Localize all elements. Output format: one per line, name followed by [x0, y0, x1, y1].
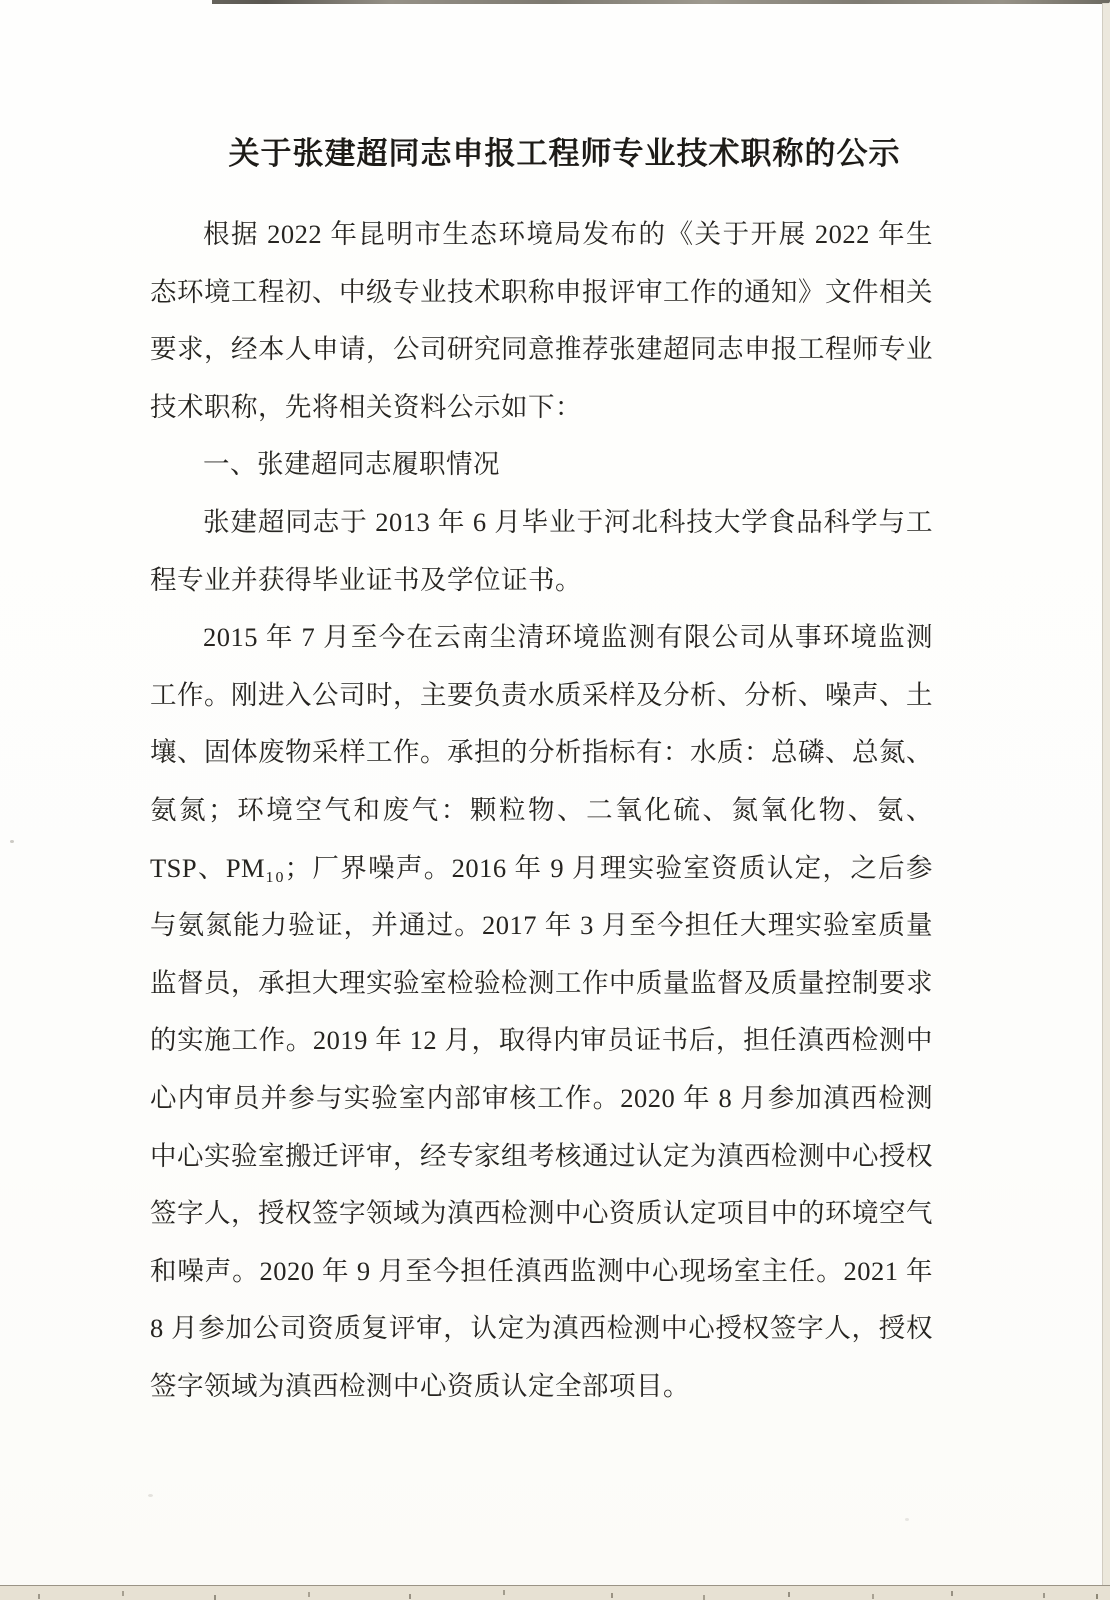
paragraph-intro: 根据 2022 年昆明市生态环境局发布的《关于开展 2022 年生态环境工程初、中级专业技术职称申报评审工作的通知》文件相关要求，经本人申请，公司研究同意推荐张建超同志申报工程师专业技术职称，先将相关资料公示如下：: [150, 219, 933, 422]
section-heading: 一、张建超同志履职情况: [203, 449, 500, 480]
scan-noise-speck: [148, 1494, 153, 1497]
scan-artifact-top-edge: [212, 0, 1110, 4]
scan-noise-dots: [0, 1592, 2, 1597]
paragraph-education: 张建超同志于 2013 年 6 月毕业于河北科技大学食品科学与工程专业并获得毕业证书及学位证书。: [150, 506, 933, 595]
scan-noise-speck: [10, 840, 14, 843]
document-body: [150, 130, 933, 1415]
paragraph-career: 2015 年 7 月至今在云南尘清环境监测有限公司从事环境监测工作。刚进入公司时，主要负责水质采样及分析、分析、噪声、土壤、固体废物采样工作。承担的分析指标有：水质：总磷、总氮、氨氮；环境空气和废气：颗粒物、二氧化硫、氮氧化物、氨、TSP、PM₁₀；厂界噪声。2016 年 9 月理实验室资质认定，之后参与氨氮能力验证，并通过。2017 年 3 月至今担任大理实验室质量监督员，承担大理实验室检验检测工作中质量监督及质量控制要求的实施工作。2019 年 12 月，取得内审员证书后，担任滇西检测中心内审员并参与实验室内部审核工作。2020 年 8 月参加滇西检测中心实验室搬迁评审，经专家组考核通过认定为滇西检测中心授权签字人，授权签字领域为滇西检测中心资质认定项目中的环境空气和噪声。2020 年 9 月至今担任滇西监测中心现场室主任。2021 年 8 月参加公司资质复评审，认定为滇西检测中心授权签字人，授权签字领域为滇西检测中心资质认定全部项目。: [150, 622, 933, 1401]
scan-artifact-bottom-edge: [0, 1585, 1110, 1600]
document-title: 关于张建超同志申报工程师专业技术职称的公示: [228, 136, 901, 171]
scan-artifact-right-edge: [1102, 3, 1110, 1600]
scan-noise-speck: [905, 1518, 909, 1521]
